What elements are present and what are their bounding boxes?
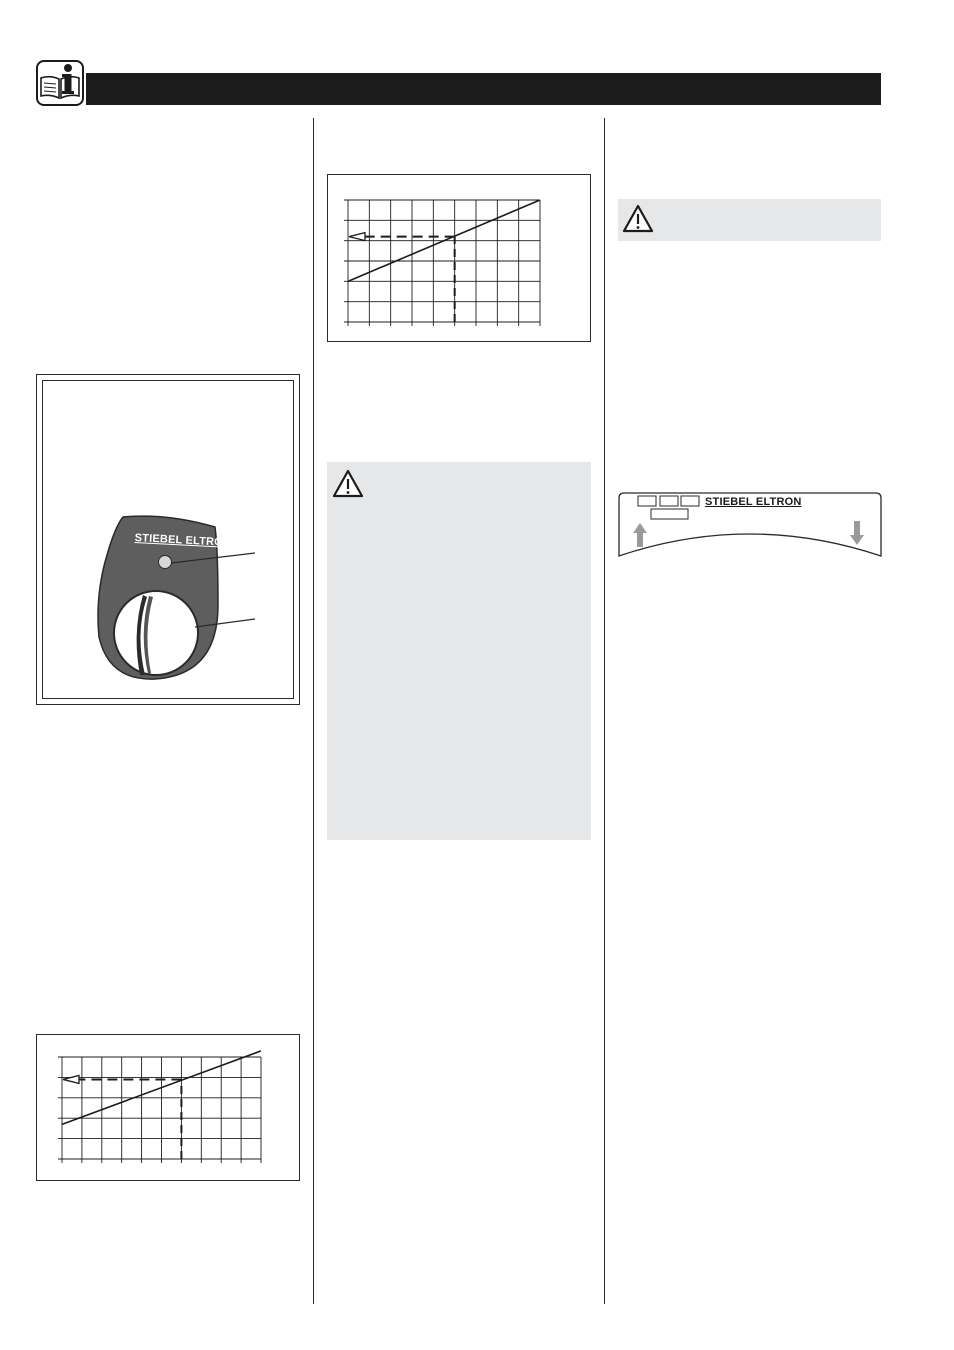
chart-1 [328,175,590,341]
warning-triangle-icon [332,469,364,499]
reading-arrow-head [63,1075,79,1083]
section-header-bar [86,73,881,105]
column-divider-right [604,118,605,1304]
chart-frame-2 [36,1034,300,1181]
warning-box-main [327,462,591,840]
rating-label-strip [618,492,882,558]
chart-frame-1 [327,174,591,342]
reading-arrow-head [349,233,365,241]
arrow-down-icon [849,520,865,546]
warning-triangle-icon [622,204,654,234]
device-brand-label: STIEBEL ELTRON [134,532,232,550]
device-figure [36,374,300,705]
info-book-icon [36,60,84,106]
column-divider-left [313,118,314,1304]
label-brand-text: STIEBEL ELTRON [705,496,802,508]
arrow-up-icon [632,522,648,548]
chart-2 [37,1035,299,1180]
warning-box-small [618,199,881,241]
